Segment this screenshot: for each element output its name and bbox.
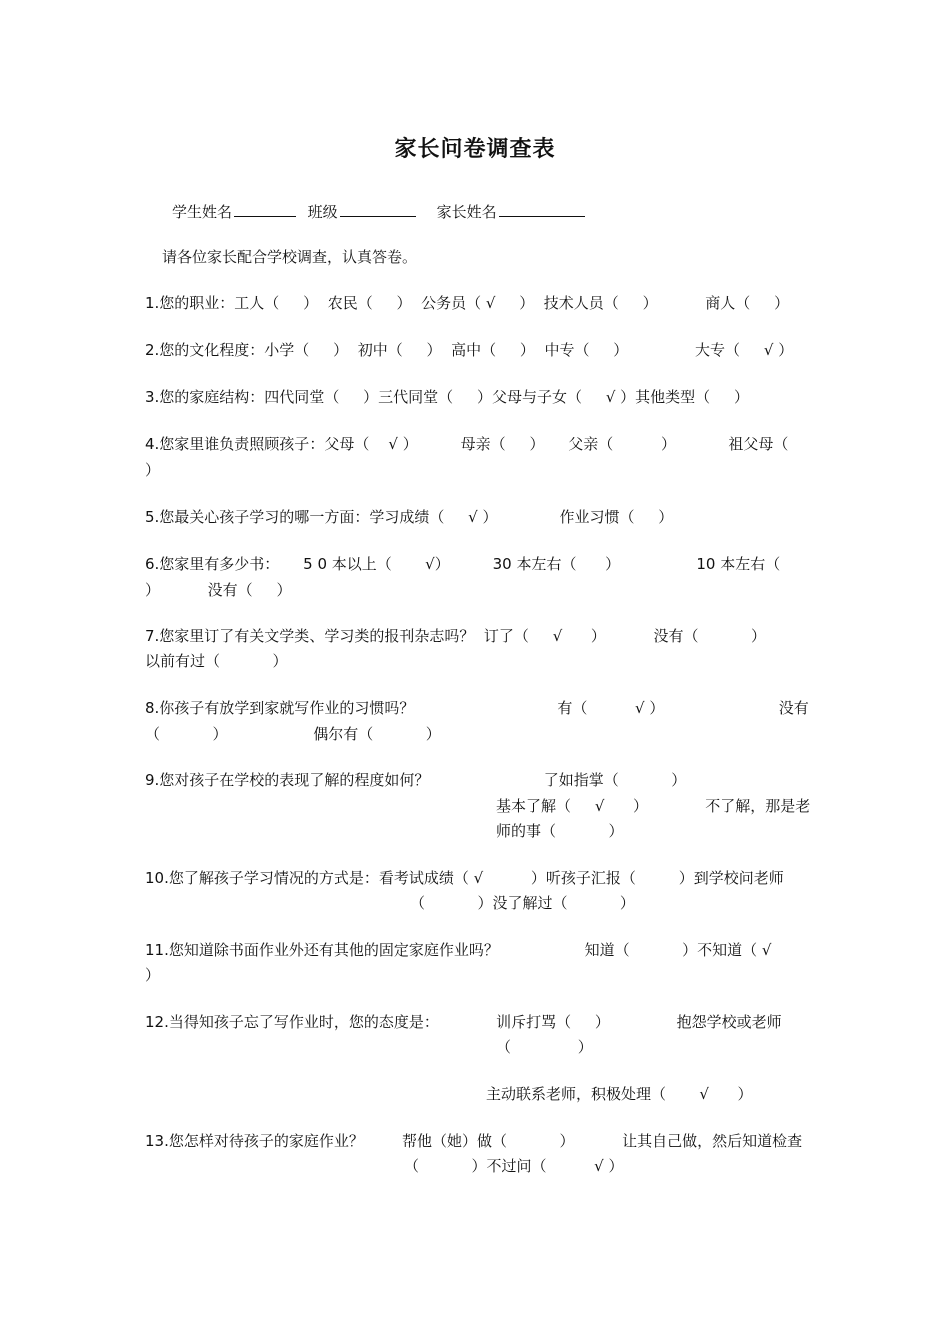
question-9-line3: 师的事（ ） xyxy=(496,822,624,840)
class-label: 班级 xyxy=(307,203,338,221)
question-12-line3: 主动联系老师，积极处理（ √ ） xyxy=(486,1085,753,1103)
page-title: 家长问卷调查表 xyxy=(394,137,556,162)
question-12-line2: （ ） xyxy=(496,1038,593,1056)
question-2: 2.您的文化程度：小学（ ） 初中（ ） 高中（ ） 中专（ ） 大专（ √ ） xyxy=(145,341,794,359)
question-8-line1: 8.你孩子有放学到家就写作业的习惯吗？ 有（ √ ） 没有 xyxy=(145,699,809,717)
question-10-line2: （ ）没了解过（ ） xyxy=(410,894,635,912)
question-12-line1: 12.当得知孩子忘了写作业时，您的态度是： 训斥打骂（ ） 抱怨学校或老师 xyxy=(145,1013,782,1031)
question-5: 5.您最关心孩子学习的哪一方面：学习成绩（ √ ） 作业习惯（ ） xyxy=(145,508,674,526)
parent-name-label: 家长姓名 xyxy=(436,203,497,221)
question-8-line2: （ ） 偶尔有（ ） xyxy=(145,725,441,743)
question-7-line1: 7.您家里订了有关文学类、学习类的报刊杂志吗？ 订了（ √ ） 没有（ ） xyxy=(145,627,766,645)
question-6-line1: 6.您家里有多少书： 5 0 本以上（ √） 30 本左右（ ） 10 本左右（ xyxy=(145,555,781,573)
question-10-line1: 10.您了解孩子学习情况的方式是：看考试成绩（ √ ）听孩子汇报（ ）到学校问老师 xyxy=(145,869,784,887)
parent-name-blank[interactable] xyxy=(499,200,585,217)
question-3: 3.您的家庭结构：四代同堂（ ）三代同堂（ ）父母与子女（ √ ）其他类型（ ） xyxy=(145,388,750,406)
question-1: 1.您的职业：工人（ ） 农民（ ） 公务员（ √ ） 技术人员（ ） 商人（ ） xyxy=(145,294,790,312)
question-13-line2: （ ）不过问（ √ ） xyxy=(404,1157,624,1175)
question-11-line2: ） xyxy=(145,966,161,984)
info-row xyxy=(172,200,587,222)
student-name-blank[interactable] xyxy=(234,200,296,217)
question-6-line2: ） 没有（ ） xyxy=(145,581,292,599)
question-11-line1: 11.您知道除书面作业外还有其他的固定家庭作业吗？ 知道（ ）不知道（ √ xyxy=(145,941,772,959)
student-name-label: 学生姓名 xyxy=(172,203,233,221)
question-9-line1: 9.您对孩子在学校的表现了解的程度如何？ 了如指掌（ ） xyxy=(145,771,687,789)
class-blank[interactable] xyxy=(340,200,416,217)
question-9-line2: 基本了解（ √ ） 不了解，那是老 xyxy=(496,797,811,815)
question-7-line2: 以前有过（ ） xyxy=(145,652,288,670)
question-4-line1: 4.您家里谁负责照顾孩子：父母（ √ ） 母亲（ ） 父亲（ ） 祖父母（ xyxy=(145,435,789,453)
intro-text: 请各位家长配合学校调查，认真答卷。 xyxy=(162,248,418,266)
question-13-line1: 13.您怎样对待孩子的家庭作业？ 帮他（她）做（ ） 让其自己做，然后知道检查 xyxy=(145,1132,803,1150)
question-4-line2: ） xyxy=(145,461,161,479)
